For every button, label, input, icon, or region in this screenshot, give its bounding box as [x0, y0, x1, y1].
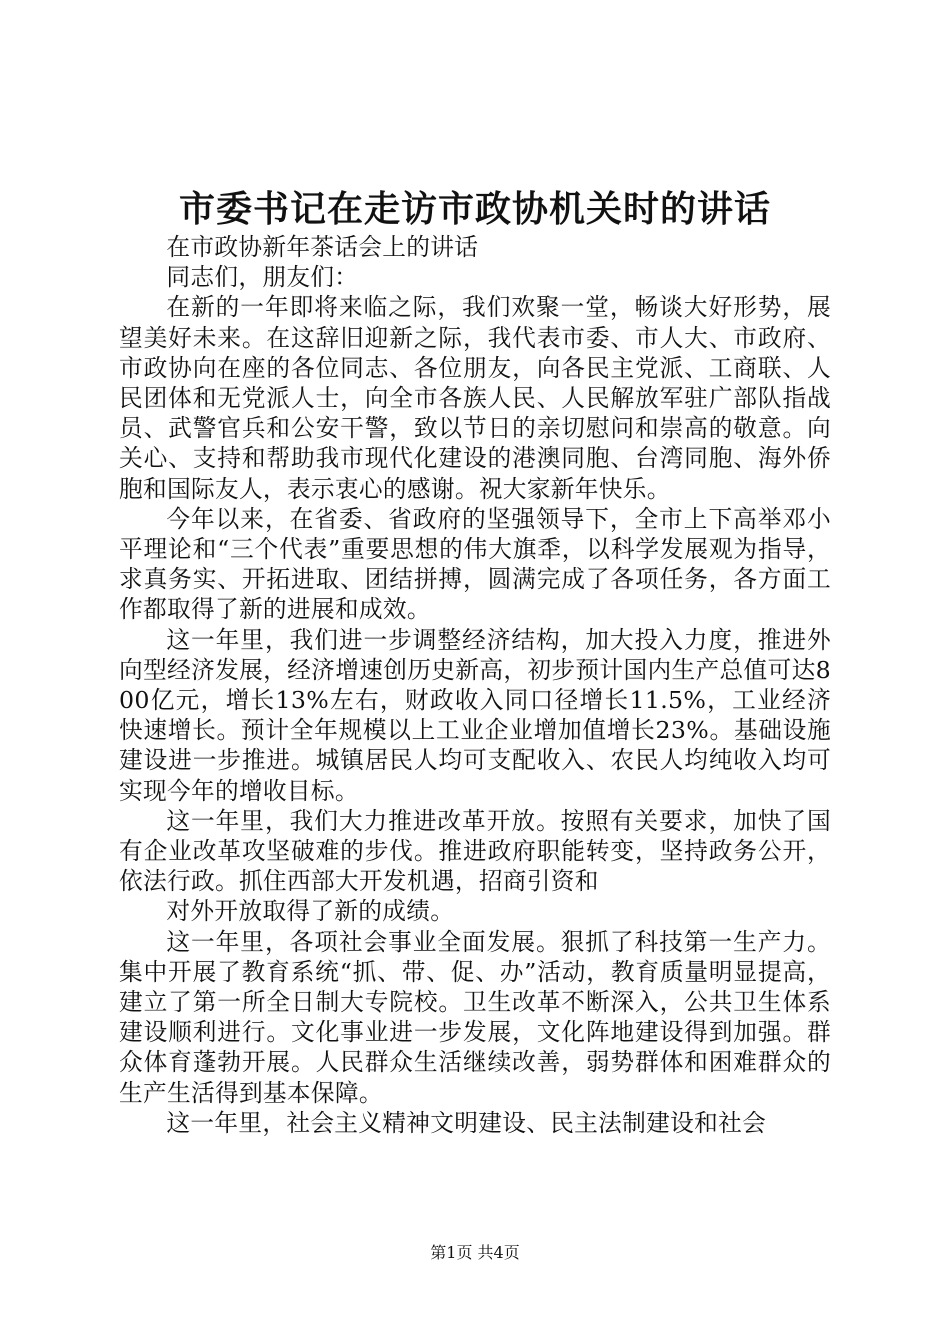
paragraph: 这一年里，我们大力推进改革开放。按照有关要求，加快了国有企业改革攻坚破难的步伐。推进政府职能转变，坚持政务公开，依法行政。抓住西部大开发机遇，招商引资和 [119, 806, 831, 896]
paragraph: 今年以来，在省委、省政府的坚强领导下，全市上下高举邓小平理论和“三个代表”重要思想的伟大旗䄵，以科学发展观为指导，求真务实、开拓进取、团结拼搏，圆满完成了各项任务，各方面工作都取得了新的进展和成效。 [119, 504, 831, 624]
paragraph: 对外开放取得了新的成绩。 [166, 897, 455, 926]
paragraph: 在新的一年即将来临之际，我们欢聚一堂，畅谈大好形势，展望美好未来。在这辞旧迎新之际，我代表市委、市人大、市政府、市政协向在座的各位同志、各位朋友，向各民主党派、工商联、人民团体和无党派人士，向全市各族人民、人民解放军驻广部队指战员、武警官兵和公安干警，致以节日的亲切慰问和崇高的敬意。向关心、支持和帮助我市现代化建设的港澳同胞、台湾同胞、海外侨胞和国际友人，表示衷心的感谢。祝大家新年快乐。 [119, 293, 831, 503]
document-title: 市委书记在走访市政协机关时的讲话 [178, 189, 771, 230]
subtitle-line: 在市政协新年茶话会上的讲话 [166, 233, 479, 261]
salutation: 同志们，朋友们： [166, 263, 359, 292]
paragraph: 这一年里，各项社会事业全面发展。狠抓了科技第一生产力。集中开展了教育系统“抓、带、促、办”活动，教育质量明显提高，建立了第一所全日制大专院校。卫生改革不断深入，公共卫生体系建设顺利进行。文化事业进一步发展，文化阵地建设得到加强。群众体育蓬勃开展。人民群众生活继续改善，弱势群体和困难群众的生产生活得到基本保障。 [119, 927, 831, 1107]
document-body [119, 232, 831, 1138]
paragraph: 这一年里，社会主义精神文明建设、民主法制建设和社会 [166, 1108, 767, 1137]
paragraph: 这一年里，我们进一步调整经济结构，加大投入力度，推进外向型经济发展，经济增速创历史新高，初步预计国内生产总值可达800亿元，增长13%左右，财政收入同口径增长11.5%，工业经济快速增长。预计全年规模以上工业企业增加值增长23%。基础设施建设进一步推进。城镇居民人均可支配收入、农民人均纯收入均可实现今年的增收目标。 [119, 625, 831, 805]
page-number-footer: 第1页 共4页 [430, 1243, 520, 1262]
